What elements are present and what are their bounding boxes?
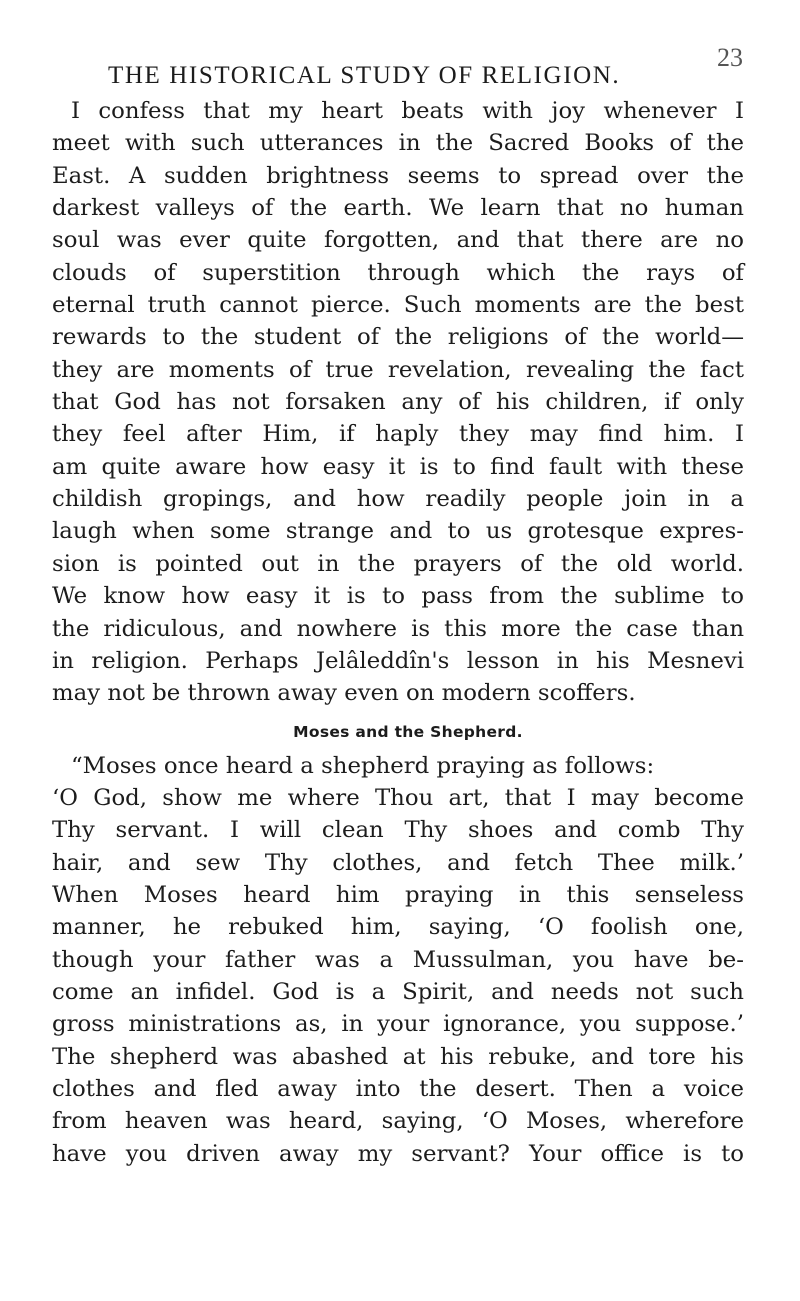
text-line: come an infidel. God is a Spirit, and needs not such bbox=[52, 978, 744, 1005]
text-line: darkest valleys of the earth. We learn that no human bbox=[52, 195, 744, 222]
text-line: they are moments of true revelation, revealing the fact bbox=[52, 356, 744, 383]
text-line: “Moses once heard a shepherd praying as follows: bbox=[71, 752, 655, 779]
text-line: Thy servant. I will clean Thy shoes and comb Thy bbox=[52, 817, 744, 844]
text-line: clothes and fled away into the desert. Then a voice bbox=[52, 1075, 744, 1102]
text-line: soul was ever quite forgotten, and that there are no bbox=[52, 227, 744, 254]
text-line: eternal truth cannot pierce. Such moments are the best bbox=[52, 292, 744, 319]
text-line: am quite aware how easy it is to find fault with these bbox=[52, 453, 744, 480]
text-line: though your father was a Mussulman, you have be- bbox=[52, 946, 744, 973]
text-line: When Moses heard him praying in this senseless bbox=[52, 881, 744, 908]
text-line: gross ministrations as, in your ignorance, you suppose.’ bbox=[52, 1011, 744, 1038]
paragraph-2 bbox=[52, 750, 744, 1170]
running-title: THE HISTORICAL STUDY OF RELIGION. bbox=[108, 62, 621, 89]
text-line: East. A sudden brightness seems to spread over the bbox=[52, 162, 744, 189]
text-line: clouds of superstition through which the rays of bbox=[52, 259, 744, 286]
text-line: rewards to the student of the religions of the world— bbox=[52, 324, 744, 351]
text-line: sion is pointed out in the prayers of the old world. bbox=[52, 550, 744, 577]
paragraph-1 bbox=[52, 95, 744, 710]
section-heading: Moses and the Shepherd. bbox=[293, 722, 523, 741]
text-line: hair, and sew Thy clothes, and fetch Thee milk.’ bbox=[52, 849, 744, 876]
text-line: ‘O God, show me where Thou art, that I may become bbox=[52, 784, 744, 811]
text-line: We know how easy it is to pass from the sublime to bbox=[52, 583, 744, 610]
text-line: The shepherd was abashed at his rebuke, and tore his bbox=[52, 1043, 744, 1070]
text-line: from heaven was heard, saying, ‘O Moses, wherefore bbox=[52, 1108, 744, 1135]
body-text bbox=[52, 95, 744, 1170]
running-header bbox=[108, 43, 743, 94]
page-number: 23 bbox=[717, 43, 743, 72]
text-line: that God has not forsaken any of his children, if only bbox=[52, 389, 744, 416]
text-line: meet with such utterances in the Sacred Books of the bbox=[52, 130, 744, 157]
text-line: in religion. Perhaps Jelâleddîn's lesson in his Mesnevi bbox=[52, 647, 744, 674]
text-line: I confess that my heart beats with joy whenever I bbox=[71, 98, 744, 124]
text-line: have you driven away my servant? Your office is to bbox=[52, 1140, 744, 1167]
text-line: laugh when some strange and to us grotesque expres- bbox=[52, 518, 744, 545]
text-line: may not be thrown away even on modern scoffers. bbox=[52, 680, 636, 707]
text-line: they feel after Him, if haply they may find him. I bbox=[52, 421, 744, 448]
text-line: the ridiculous, and nowhere is this more the case than bbox=[52, 615, 744, 642]
text-line: childish gropings, and how readily people join in a bbox=[52, 486, 744, 513]
text-line: manner, he rebuked him, saying, ‘O foolish one, bbox=[52, 914, 744, 941]
